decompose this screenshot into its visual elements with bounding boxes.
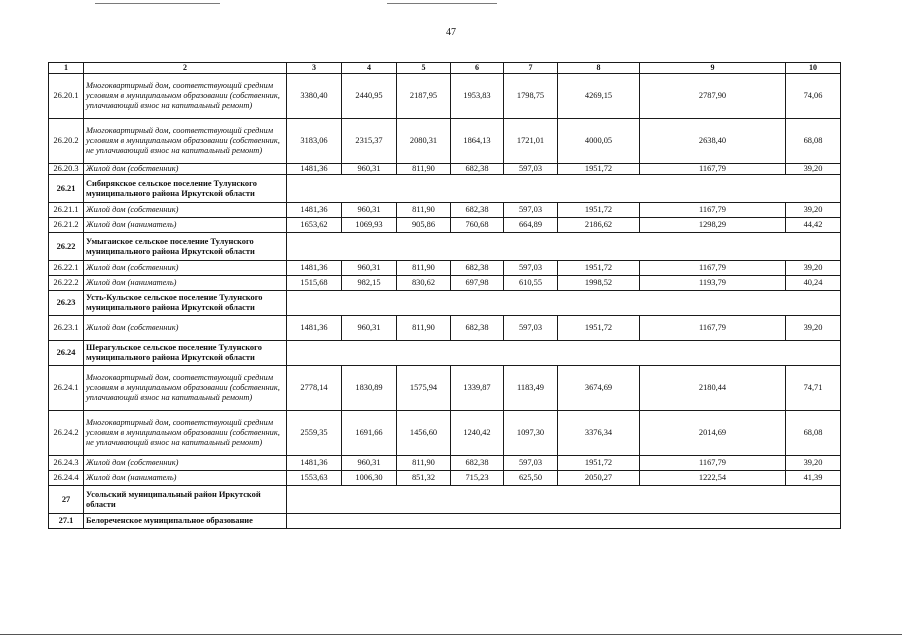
row-value-col-10: 39,20 [786,203,841,218]
row-code: 26.22.2 [49,276,84,291]
row-value-col-10: 39,20 [786,316,841,341]
row-value-col-4: 960,31 [342,316,397,341]
row-value-col-3: 1481,36 [287,164,342,175]
row-value-col-3: 1481,36 [287,316,342,341]
table-row [49,203,841,218]
table-row [49,456,841,471]
row-value-col-4: 960,31 [342,456,397,471]
row-description: Многоквартирный дом, соответствующий средним условиям в муниципальном образовании (собственник, не уплачивающий взнос на капитальный ремонт) [84,119,287,164]
row-value-col-7: 664,89 [504,218,558,233]
row-value-col-7: 1097,30 [504,411,558,456]
row-value-col-5: 851,32 [397,471,451,486]
section-row [49,175,841,203]
row-code: 26.24.3 [49,456,84,471]
table-row [49,411,841,456]
row-value-col-6: 682,38 [451,164,504,175]
row-value-col-5: 811,90 [397,164,451,175]
section-empty-span [287,175,841,203]
row-code: 26.20.3 [49,164,84,175]
row-value-col-7: 625,50 [504,471,558,486]
column-header: 3 [287,63,342,74]
row-value-col-6: 715,23 [451,471,504,486]
row-value-col-6: 697,98 [451,276,504,291]
row-value-col-4: 2315,37 [342,119,397,164]
section-row [49,486,841,514]
row-value-col-4: 1069,93 [342,218,397,233]
row-code: 26.21.2 [49,218,84,233]
scan-edge-top-left [95,3,220,4]
row-description: Жилой дом (наниматель) [84,218,287,233]
row-value-col-7: 597,03 [504,261,558,276]
row-value-col-3: 2778,14 [287,366,342,411]
column-header: 9 [640,63,786,74]
section-code: 26.22 [49,233,84,261]
section-empty-span [287,514,841,529]
column-header: 7 [504,63,558,74]
section-code: 27.1 [49,514,84,529]
row-value-col-3: 1553,63 [287,471,342,486]
row-value-col-6: 1240,42 [451,411,504,456]
row-value-col-9: 2014,69 [640,411,786,456]
section-title: Умыгаиское сельское поселение Тулунского муниципального района Иркутской области [84,233,287,261]
section-empty-span [287,486,841,514]
column-header: 10 [786,63,841,74]
header-row [49,63,841,74]
table-row [49,276,841,291]
row-value-col-8: 1951,72 [558,456,640,471]
row-value-col-9: 2638,40 [640,119,786,164]
row-value-col-5: 811,90 [397,316,451,341]
row-value-col-8: 2186,62 [558,218,640,233]
row-value-col-8: 4000,05 [558,119,640,164]
row-code: 26.24.1 [49,366,84,411]
row-value-col-4: 960,31 [342,261,397,276]
row-value-col-5: 1575,94 [397,366,451,411]
row-value-col-10: 44,42 [786,218,841,233]
row-value-col-7: 597,03 [504,456,558,471]
row-value-col-9: 1167,79 [640,261,786,276]
row-value-col-3: 1653,62 [287,218,342,233]
section-row [49,291,841,316]
row-value-col-8: 3376,34 [558,411,640,456]
row-value-col-9: 1193,79 [640,276,786,291]
row-description: Жилой дом (наниматель) [84,276,287,291]
row-value-col-9: 1167,79 [640,164,786,175]
row-value-col-6: 760,68 [451,218,504,233]
row-value-col-9: 1167,79 [640,316,786,341]
table-row [49,74,841,119]
row-description: Жилой дом (собственник) [84,164,287,175]
section-empty-span [287,291,841,316]
table-row [49,261,841,276]
row-code: 26.21.1 [49,203,84,218]
column-header: 4 [342,63,397,74]
column-header: 8 [558,63,640,74]
section-row [49,233,841,261]
row-value-col-10: 41,39 [786,471,841,486]
row-value-col-3: 1481,36 [287,261,342,276]
row-value-col-9: 2787,90 [640,74,786,119]
table-row [49,471,841,486]
table-row [49,218,841,233]
row-value-col-8: 1951,72 [558,261,640,276]
row-value-col-3: 2559,35 [287,411,342,456]
section-title: Белореченское муниципальное образование [84,514,287,529]
scan-edge-bottom [0,634,902,635]
row-value-col-5: 811,90 [397,203,451,218]
row-value-col-8: 1951,72 [558,316,640,341]
row-value-col-8: 1951,72 [558,203,640,218]
row-code: 26.23.1 [49,316,84,341]
row-value-col-6: 682,38 [451,316,504,341]
section-empty-span [287,341,841,366]
row-value-col-10: 39,20 [786,261,841,276]
table-row [49,164,841,175]
row-value-col-3: 3380,40 [287,74,342,119]
row-value-col-3: 3183,06 [287,119,342,164]
row-value-col-4: 2440,95 [342,74,397,119]
page-number: 47 [446,27,456,38]
column-header: 2 [84,63,287,74]
row-value-col-9: 1167,79 [640,203,786,218]
row-code: 26.22.1 [49,261,84,276]
tariff-table [48,62,841,529]
table-row [49,119,841,164]
row-value-col-8: 1951,72 [558,164,640,175]
row-value-col-5: 830,62 [397,276,451,291]
row-value-col-7: 1798,75 [504,74,558,119]
row-value-col-10: 74,06 [786,74,841,119]
row-value-col-8: 2050,27 [558,471,640,486]
section-empty-span [287,233,841,261]
row-value-col-10: 68,08 [786,119,841,164]
row-value-col-7: 610,55 [504,276,558,291]
row-value-col-6: 1339,87 [451,366,504,411]
row-value-col-7: 1183,49 [504,366,558,411]
row-value-col-9: 1298,29 [640,218,786,233]
row-value-col-7: 597,03 [504,164,558,175]
row-value-col-6: 682,38 [451,261,504,276]
section-row [49,514,841,529]
row-value-col-3: 1481,36 [287,203,342,218]
section-title: Усольский муниципальный район Иркутской области [84,486,287,514]
row-value-col-9: 2180,44 [640,366,786,411]
section-title: Усть-Кульское сельское поселение Тулунского муниципального района Иркутской области [84,291,287,316]
section-row [49,341,841,366]
row-value-col-8: 4269,15 [558,74,640,119]
column-header: 1 [49,63,84,74]
row-value-col-7: 597,03 [504,316,558,341]
row-value-col-9: 1222,54 [640,471,786,486]
row-value-col-5: 2080,31 [397,119,451,164]
row-value-col-5: 811,90 [397,456,451,471]
row-value-col-10: 39,20 [786,456,841,471]
row-value-col-8: 1998,52 [558,276,640,291]
row-value-col-6: 1864,13 [451,119,504,164]
row-value-col-5: 905,86 [397,218,451,233]
row-description: Жилой дом (собственник) [84,261,287,276]
scan-edge-top-right [387,3,497,4]
row-value-col-6: 1953,83 [451,74,504,119]
row-value-col-5: 2187,95 [397,74,451,119]
row-code: 26.20.1 [49,74,84,119]
table-row [49,366,841,411]
row-description: Жилой дом (собственник) [84,456,287,471]
section-code: 26.23 [49,291,84,316]
column-header: 6 [451,63,504,74]
row-code: 26.20.2 [49,119,84,164]
row-value-col-4: 960,31 [342,203,397,218]
row-value-col-4: 982,15 [342,276,397,291]
row-value-col-6: 682,38 [451,456,504,471]
row-value-col-3: 1481,36 [287,456,342,471]
column-header: 5 [397,63,451,74]
row-value-col-5: 1456,60 [397,411,451,456]
row-value-col-10: 40,24 [786,276,841,291]
row-code: 26.24.4 [49,471,84,486]
row-description: Многоквартирный дом, соответствующий средним условиям в муниципальном образовании (собственник, уплачивающий взнос на капитальный ремонт) [84,74,287,119]
row-value-col-5: 811,90 [397,261,451,276]
row-value-col-6: 682,38 [451,203,504,218]
row-value-col-10: 39,20 [786,164,841,175]
row-description: Многоквартирный дом, соответствующий средним условиям в муниципальном образовании (собственник, уплачивающий взнос на капитальный ремонт) [84,366,287,411]
row-value-col-4: 1006,30 [342,471,397,486]
row-description: Многоквартирный дом, соответствующий средним условиям в муниципальном образовании (собственник, не уплачивающий взнос на капитальный ремонт) [84,411,287,456]
row-value-col-4: 1830,89 [342,366,397,411]
row-value-col-7: 1721,01 [504,119,558,164]
row-value-col-4: 1691,66 [342,411,397,456]
row-description: Жилой дом (собственник) [84,316,287,341]
row-value-col-3: 1515,68 [287,276,342,291]
section-code: 26.24 [49,341,84,366]
section-code: 27 [49,486,84,514]
section-title: Шерагульское сельское поселение Тулунского муниципального района Иркутской области [84,341,287,366]
row-value-col-9: 1167,79 [640,456,786,471]
row-value-col-7: 597,03 [504,203,558,218]
section-code: 26.21 [49,175,84,203]
row-value-col-10: 74,71 [786,366,841,411]
row-value-col-4: 960,31 [342,164,397,175]
row-code: 26.24.2 [49,411,84,456]
row-description: Жилой дом (наниматель) [84,471,287,486]
row-value-col-8: 3674,69 [558,366,640,411]
table-body [49,74,841,529]
table-row [49,316,841,341]
row-value-col-10: 68,08 [786,411,841,456]
section-title: Сибирякское сельское поселение Тулунского муниципального района Иркутской области [84,175,287,203]
row-description: Жилой дом (собственник) [84,203,287,218]
